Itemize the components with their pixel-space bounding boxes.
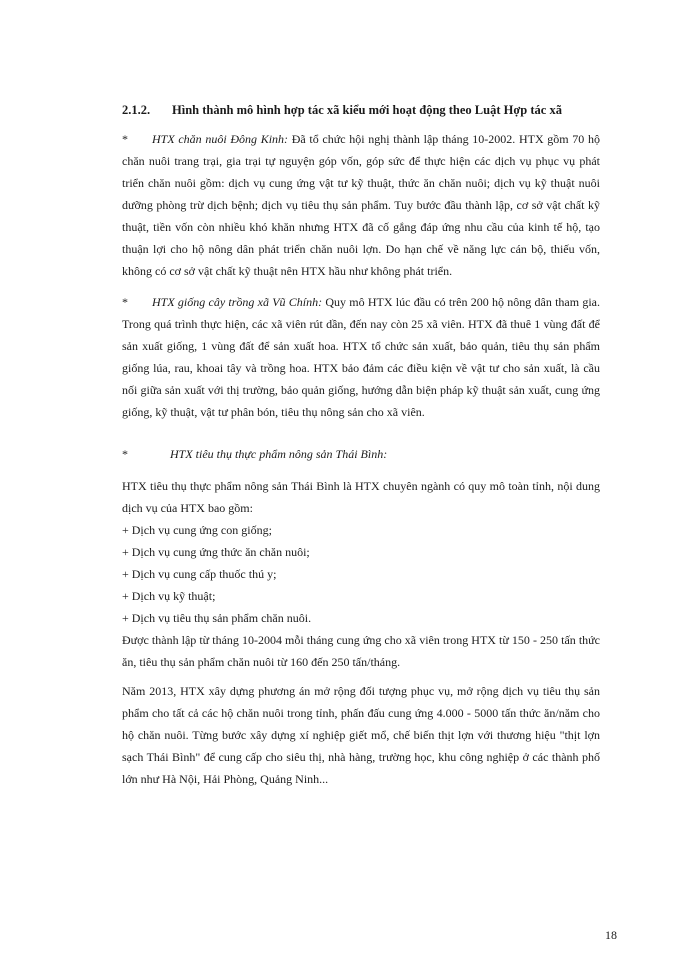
service-item: + Dịch vụ kỹ thuật;: [122, 589, 216, 603]
paragraph-text: Đã tổ chức hội nghị thành lập tháng 10-2002. HTX gồm 70 hộ chăn nuôi trang trại, gia trại tự nguyện góp vốn, góp sức để thực hiện các dịch vụ phục vụ phát triển chăn nuôi gồm: dịch vụ cung ứng vật tư kỹ thuật, thức ăn chăn nuôi; dịch vụ kỹ thuật nuôi dưỡng phòng trừ dịch bệnh; dịch vụ tiêu thụ sản phẩm. Tuy bước đầu thành lập, cơ sở vật chất kỹ thuật, tiền vốn còn nhiều khó khăn nhưng HTX đã cố gắng đáp ứng nhu cầu của kinh tế hộ, tạo thuận lợi cho hộ nông dân phát triển chăn nuôi lợn. Do hạn chế về năng lực cán bộ, thiếu vốn, không có cơ sở vật chất kỹ thuật nên HTX hầu như không phát triển.: [122, 132, 600, 278]
service-item: + Dịch vụ cung cấp thuốc thú y;: [122, 567, 277, 581]
paragraph-text: Quy mô HTX lúc đầu có trên 200 hộ nông dân tham gia. Trong quá trình thực hiện, các xã viên rút dần, đến nay còn 25 xã viên. HTX đã thuê 1 vùng đất để sản xuất giống, 1 vùng đất để sản xuất hoa. HTX tổ chức sản xuất, bảo quản, tiêu thụ sản phẩm giống lúa, rau, khoai tây và trồng hoa. HTX bảo đảm các điều kiện về vật tư cho sản xuất, là cầu nối giữa sản xuất với thị trường, bảo quản giống, hướng dẫn biện pháp kỹ thuật sản xuất, cung ứng giống, kỹ thuật, vật tư phân bón, tiêu thụ nông sản cho xã viên.: [122, 295, 600, 419]
paragraph-dong-kinh: [122, 128, 600, 282]
service-item: + Dịch vụ cung ứng thức ăn chăn nuôi;: [122, 545, 310, 559]
bullet-star: *: [122, 447, 128, 461]
paragraph-thai-binh-heading: [122, 443, 600, 465]
section-title: Hình thành mô hình hợp tác xã kiểu mới hoạt động theo Luật Hợp tác xã: [172, 103, 562, 117]
coop-name: HTX tiêu thụ thực phẩm nông sản Thái Bình:: [170, 447, 388, 461]
service-item: + Dịch vụ tiêu thụ sản phẩm chăn nuôi.: [122, 611, 312, 625]
service-item: + Dịch vụ cung ứng con giống;: [122, 523, 272, 537]
paragraph-vu-chinh: [122, 291, 600, 423]
section-number: 2.1.2.: [122, 103, 151, 117]
paragraph-established: Được thành lập từ tháng 10-2004 mỗi tháng cung ứng cho xã viên trong HTX từ 150 - 250 tấn thức ăn, tiêu thụ sản phẩm chăn nuôi từ 160 đến 250 tấn/tháng.: [122, 633, 600, 669]
bullet-star: *: [122, 295, 128, 309]
paragraph-thai-binh-intro: HTX tiêu thụ thực phẩm nông sản Thái Bình là HTX chuyên ngành có quy mô toàn tỉnh, nội dung dịch vụ của HTX bao gồm:: [122, 479, 600, 515]
coop-name: HTX giống cây trồng xã Vũ Chính:: [152, 295, 323, 309]
paragraph-2013-plan: Năm 2013, HTX xây dựng phương án mở rộng đối tượng phục vụ, mở rộng dịch vụ tiêu thụ sản phẩm cho tất cả các hộ chăn nuôi trong tỉnh, phấn đấu cung ứng 4.000 - 5000 tấn thức ăn/năm cho hộ chăn nuôi. Từng bước xây dựng xí nghiệp giết mổ, chế biến thịt lợn với thương hiệu "thịt lợn sạch Thái Bình" để cung cấp cho siêu thị, nhà hàng, trường học, khu công nghiệp ở các thành phố lớn như Hà Nội, Hải Phòng, Quảng Ninh...: [122, 684, 600, 786]
bullet-star: *: [122, 132, 128, 146]
coop-name: HTX chăn nuôi Đông Kinh:: [152, 132, 289, 146]
page-number: 18: [605, 928, 617, 942]
section-heading: [122, 103, 592, 118]
